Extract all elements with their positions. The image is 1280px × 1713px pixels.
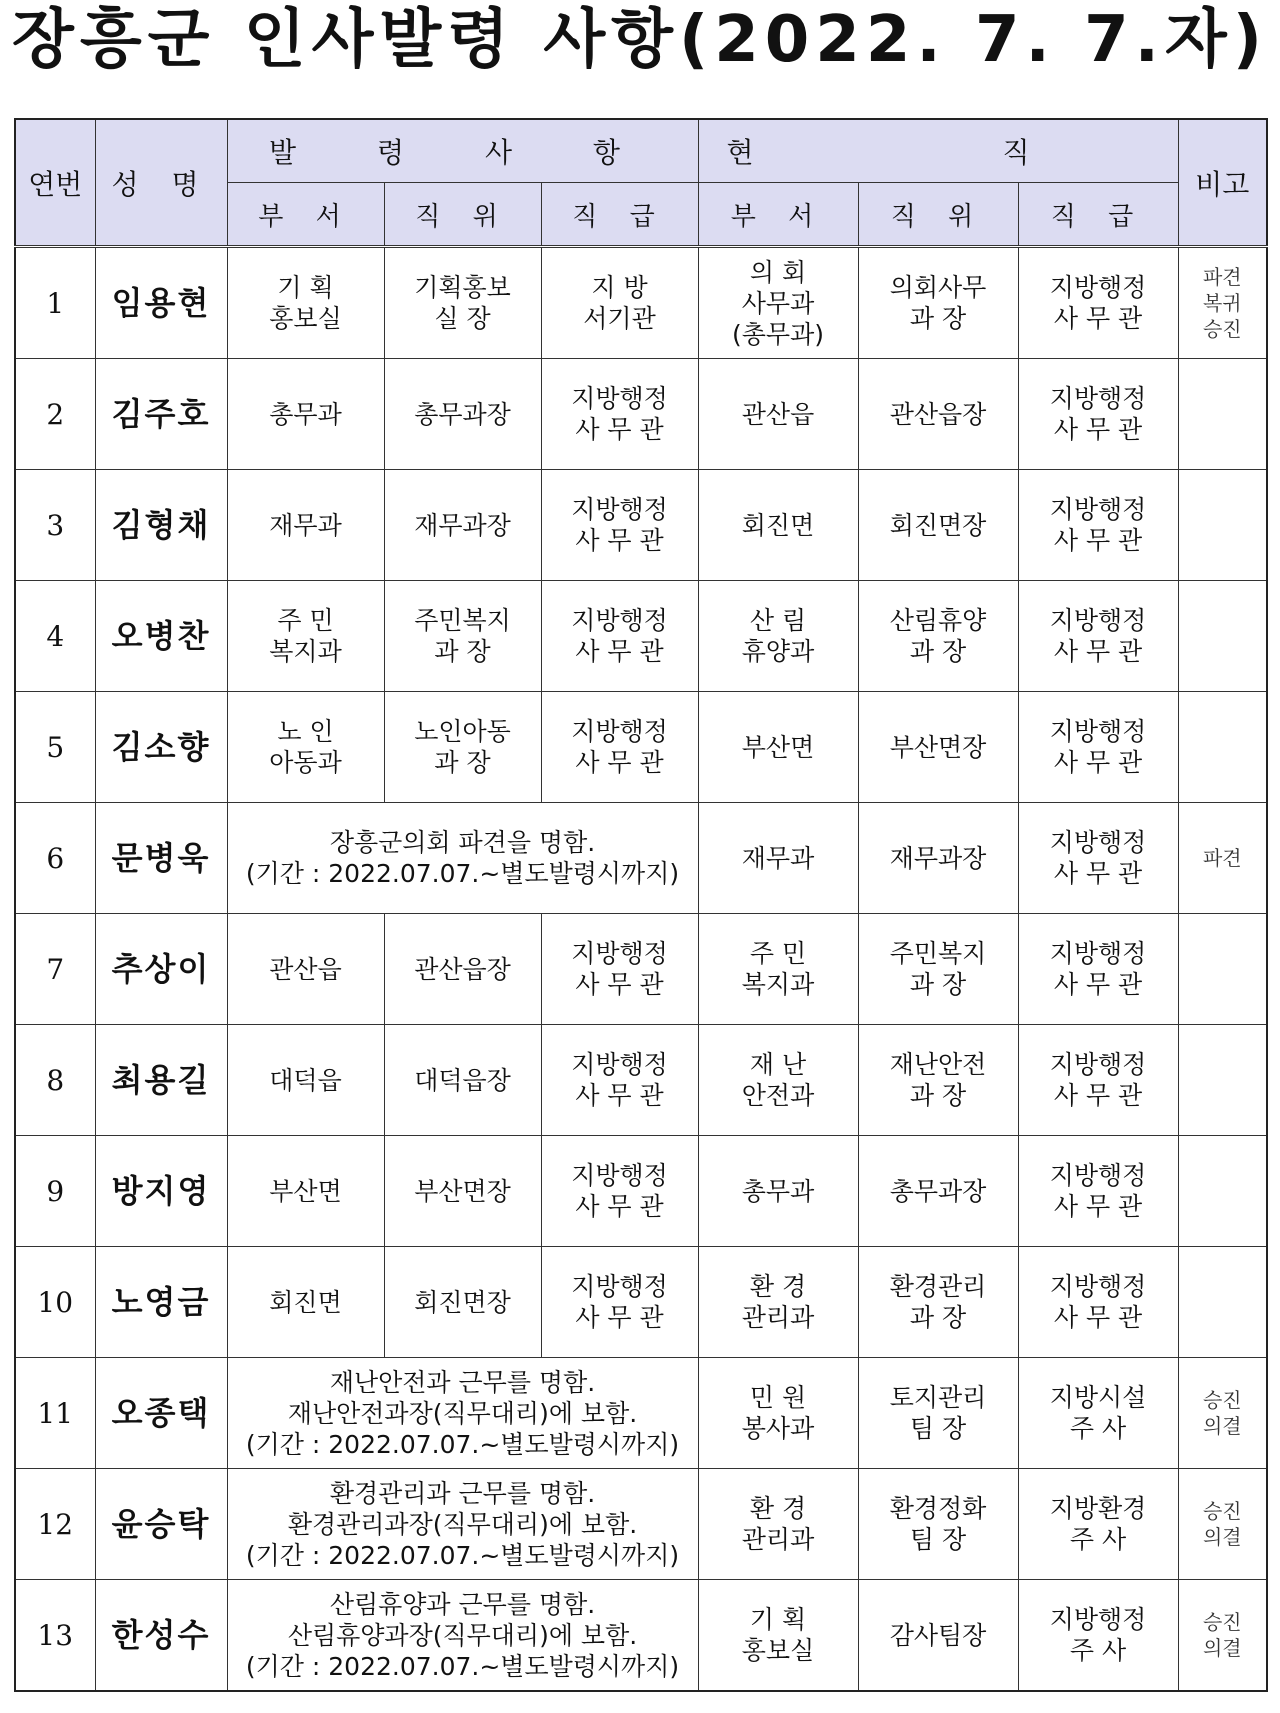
table-row [15, 692, 1267, 803]
current-grade-line: 지방행정 [1049, 1050, 1147, 1079]
current-grade-line: 사 무 관 [1053, 859, 1143, 888]
row-number: 9 [15, 1136, 95, 1247]
appointment-description-line: 환경관리과 근무를 명함. [329, 1478, 596, 1508]
person-name: 오병찬 [95, 581, 227, 692]
row-number: 4 [15, 581, 95, 692]
row-number: 8 [15, 1025, 95, 1136]
current-position-line: 부산면장 [889, 732, 987, 762]
current-grade-line: 사 무 관 [1053, 304, 1143, 333]
new-dept-line: 관산읍 [269, 954, 342, 984]
new-position-line: 기획홍보 [414, 273, 511, 302]
new-grade-line: 지방행정 [571, 1161, 668, 1190]
current-grade-line: 주 사 [1069, 1525, 1127, 1554]
current-position-line: 토지관리 [889, 1383, 987, 1412]
remarks [1178, 914, 1267, 1025]
new-grade-line: 지방행정 [571, 495, 668, 524]
table-row [15, 1469, 1267, 1580]
current-grade-line: 지방시설 [1049, 1383, 1147, 1412]
current-grade-line: 사 무 관 [1053, 415, 1143, 444]
remarks [1178, 247, 1267, 359]
new-dept-line: 재무과 [269, 510, 342, 540]
current-position [858, 470, 1018, 581]
row-number: 11 [15, 1358, 95, 1469]
current-dept-line: 안전과 [741, 1081, 815, 1110]
remarks-line: 파견 [1202, 846, 1242, 870]
table-body [15, 247, 1267, 1692]
appointment-description-line: 장흥군의회 파견을 명함. [329, 828, 596, 857]
new-grade [541, 470, 698, 581]
new-grade-line: 지방행정 [571, 717, 668, 746]
new-dept-line: 부산면 [269, 1176, 342, 1206]
current-dept-line: 의 회 [749, 257, 807, 287]
appointment-description [227, 803, 698, 914]
current-grade-line: 지방행정 [1049, 273, 1147, 302]
row-number: 1 [15, 247, 95, 359]
new-grade [541, 914, 698, 1025]
new-grade-line: 사 무 관 [575, 415, 664, 444]
current-grade-line: 지방행정 [1049, 828, 1147, 857]
current-dept-line: 재무과 [741, 843, 815, 873]
appointment-description-line: 재난안전과 근무를 명함. [329, 1367, 596, 1397]
new-position-line: 실 장 [434, 304, 491, 333]
remarks [1178, 1025, 1267, 1136]
current-position [858, 581, 1018, 692]
appointment-description [227, 1358, 698, 1469]
table-row [15, 914, 1267, 1025]
person-name: 한성수 [95, 1580, 227, 1692]
current-grade-line: 사 무 관 [1053, 970, 1143, 999]
remarks [1178, 1136, 1267, 1247]
remarks [1178, 692, 1267, 803]
current-position [858, 1358, 1018, 1469]
person-name: 윤승탁 [95, 1469, 227, 1580]
current-grade [1018, 247, 1178, 359]
current-grade [1018, 1136, 1178, 1247]
table-row [15, 1136, 1267, 1247]
new-dept [227, 359, 384, 470]
current-position-line: 총무과장 [889, 1176, 987, 1206]
appointment-description-line: 산림휴양과 근무를 명함. [329, 1589, 596, 1619]
remarks [1178, 1247, 1267, 1358]
new-grade-line: 사 무 관 [575, 1081, 664, 1110]
current-dept [698, 581, 858, 692]
current-grade-line: 사 무 관 [1053, 1081, 1143, 1110]
new-position-line: 재무과장 [414, 510, 511, 540]
current-dept [698, 359, 858, 470]
table-row [15, 581, 1267, 692]
new-position-line: 과 장 [434, 748, 491, 777]
row-number: 3 [15, 470, 95, 581]
header-appointment: 발 령 사 항 [227, 119, 698, 183]
current-dept [698, 803, 858, 914]
current-grade-line: 지방행정 [1049, 384, 1147, 413]
header-new-position: 직 위 [384, 183, 541, 247]
new-grade [541, 247, 698, 359]
current-position-line: 환경관리 [889, 1272, 987, 1301]
new-position [384, 470, 541, 581]
current-dept-line: 민 원 [749, 1383, 807, 1412]
new-grade [541, 1025, 698, 1136]
current-dept-line: 산 림 [749, 606, 807, 635]
current-dept [698, 1025, 858, 1136]
current-grade-line: 지방행정 [1049, 717, 1147, 746]
current-grade-line: 지방행정 [1049, 1272, 1147, 1301]
current-grade [1018, 470, 1178, 581]
current-grade [1018, 1247, 1178, 1358]
current-position-line: 과 장 [909, 1303, 967, 1332]
appointment-description-line: (기간 : 2022.07.07.~별도발령시까지) [245, 1429, 680, 1459]
current-grade-line: 주 사 [1069, 1414, 1127, 1443]
new-dept [227, 1025, 384, 1136]
person-name: 임용현 [95, 247, 227, 359]
current-position-line: 산림휴양 [889, 606, 987, 635]
appointment-description-line: (기간 : 2022.07.07.~별도발령시까지) [245, 859, 680, 888]
current-dept [698, 1580, 858, 1692]
current-dept [698, 1136, 858, 1247]
current-dept-line: 환 경 [749, 1494, 807, 1523]
remarks [1178, 1580, 1267, 1692]
current-grade-line: 주 사 [1069, 1636, 1127, 1665]
header-new-dept: 부 서 [227, 183, 384, 247]
current-grade-line: 사 무 관 [1053, 526, 1143, 555]
remarks-line: 승진 [1202, 1499, 1242, 1523]
remarks-line: 승진 [1202, 1388, 1242, 1412]
current-grade-line: 지방행정 [1049, 939, 1147, 968]
new-grade-line: 사 무 관 [575, 970, 664, 999]
new-grade [541, 581, 698, 692]
new-grade [541, 359, 698, 470]
current-dept-line: 관리과 [741, 1525, 815, 1554]
remarks [1178, 359, 1267, 470]
new-position-line: 노인아동 [414, 717, 511, 746]
row-number: 10 [15, 1247, 95, 1358]
header-name: 성 명 [95, 119, 227, 247]
new-grade-line: 사 무 관 [575, 637, 664, 666]
person-name: 김형채 [95, 470, 227, 581]
person-name: 김주호 [95, 359, 227, 470]
current-dept-line: 관산읍 [741, 399, 815, 429]
new-dept-line: 주 민 [277, 606, 334, 635]
header-seq: 연번 [15, 119, 95, 247]
new-position [384, 1247, 541, 1358]
new-dept-line: 기 획 [277, 273, 334, 302]
new-dept-line: 총무과 [269, 399, 342, 429]
new-grade-line: 지방행정 [571, 606, 668, 635]
header-new-grade: 직 급 [541, 183, 698, 247]
current-position-line: 감사팀장 [889, 1620, 987, 1650]
current-position-line: 의회사무 [889, 273, 987, 302]
table-row [15, 1358, 1267, 1469]
person-name: 노영금 [95, 1247, 227, 1358]
new-position-line: 대덕읍장 [414, 1065, 511, 1095]
current-grade [1018, 1025, 1178, 1136]
row-number: 7 [15, 914, 95, 1025]
current-dept [698, 470, 858, 581]
new-dept [227, 470, 384, 581]
current-position-line: 회진면장 [889, 510, 987, 540]
current-position-line: 과 장 [909, 304, 967, 333]
header-current: 현 직 [698, 119, 1178, 183]
current-dept-line: 부산면 [741, 732, 815, 762]
new-grade-line: 지방행정 [571, 939, 668, 968]
new-grade-line: 서기관 [583, 304, 656, 333]
current-dept-line: 사무과 [741, 288, 815, 318]
appointment-description-line: 산림휴양과장(직무대리)에 보함. [287, 1620, 638, 1650]
remarks-line: 의결 [1202, 1525, 1242, 1549]
new-position [384, 581, 541, 692]
current-position [858, 359, 1018, 470]
current-position-line: 과 장 [909, 1081, 967, 1110]
new-position [384, 692, 541, 803]
current-dept [698, 1247, 858, 1358]
appointment-description-line: 환경관리과장(직무대리)에 보함. [287, 1509, 638, 1539]
current-grade [1018, 359, 1178, 470]
new-grade-line: 지방행정 [571, 384, 668, 413]
current-position-line: 과 장 [909, 970, 967, 999]
new-grade-line: 지 방 [591, 273, 648, 302]
current-dept-line: 봉사과 [741, 1414, 815, 1443]
remarks [1178, 581, 1267, 692]
current-grade [1018, 803, 1178, 914]
table-row [15, 247, 1267, 359]
new-dept [227, 914, 384, 1025]
current-dept [698, 914, 858, 1025]
current-dept [698, 247, 858, 359]
new-grade-line: 지방행정 [571, 1050, 668, 1079]
table-row [15, 359, 1267, 470]
new-position [384, 1025, 541, 1136]
current-grade-line: 지방환경 [1049, 1494, 1147, 1523]
page-title: 장흥군 인사발령 사항(2022. 7. 7.자) [12, 3, 1268, 77]
current-grade-line: 지방행정 [1049, 495, 1147, 524]
new-position-line: 총무과장 [414, 399, 511, 429]
person-name: 문병욱 [95, 803, 227, 914]
person-name: 김소향 [95, 692, 227, 803]
new-dept [227, 1136, 384, 1247]
new-position [384, 914, 541, 1025]
remarks-line: 파견 [1202, 265, 1242, 289]
current-dept-line: 환 경 [749, 1272, 807, 1301]
current-grade [1018, 1580, 1178, 1692]
new-grade-line: 사 무 관 [575, 1303, 664, 1332]
remarks-line: 의결 [1202, 1636, 1242, 1660]
current-grade-line: 지방행정 [1049, 1161, 1147, 1190]
current-position-line: 과 장 [909, 637, 967, 666]
current-position [858, 1469, 1018, 1580]
current-position [858, 1025, 1018, 1136]
current-grade-line: 사 무 관 [1053, 748, 1143, 777]
current-dept-line: 복지과 [741, 970, 815, 999]
new-dept [227, 692, 384, 803]
remarks [1178, 803, 1267, 914]
new-position-line: 관산읍장 [414, 954, 511, 984]
table-row [15, 1580, 1267, 1692]
current-grade-line: 사 무 관 [1053, 1192, 1143, 1221]
appointment-description-line: (기간 : 2022.07.07.~별도발령시까지) [245, 1651, 680, 1681]
person-name: 방지영 [95, 1136, 227, 1247]
table-row [15, 1247, 1267, 1358]
remarks [1178, 470, 1267, 581]
current-position-line: 팀 장 [909, 1414, 967, 1443]
new-grade-line: 사 무 관 [575, 748, 664, 777]
appointment-description-line: (기간 : 2022.07.07.~별도발령시까지) [245, 1540, 680, 1570]
current-dept-line: 기 획 [749, 1605, 807, 1634]
current-grade [1018, 692, 1178, 803]
new-dept-line: 복지과 [269, 637, 342, 666]
current-dept-line: 주 민 [749, 939, 807, 968]
current-grade-line: 사 무 관 [1053, 637, 1143, 666]
new-dept-line: 회진면 [269, 1287, 342, 1317]
current-position [858, 1136, 1018, 1247]
table-row [15, 470, 1267, 581]
new-grade [541, 1247, 698, 1358]
current-position [858, 1247, 1018, 1358]
current-position [858, 914, 1018, 1025]
new-position [384, 359, 541, 470]
header-remarks: 비고 [1178, 119, 1267, 247]
current-position-line: 팀 장 [909, 1525, 967, 1554]
new-position [384, 1136, 541, 1247]
current-position-line: 주민복지 [889, 939, 987, 968]
row-number: 13 [15, 1580, 95, 1692]
new-position-line: 부산면장 [414, 1176, 511, 1206]
row-number: 12 [15, 1469, 95, 1580]
current-dept [698, 692, 858, 803]
current-grade [1018, 581, 1178, 692]
new-dept [227, 247, 384, 359]
row-number: 6 [15, 803, 95, 914]
appointment-table [14, 118, 1268, 1692]
header-cur-dept: 부 서 [698, 183, 858, 247]
new-dept-line: 홍보실 [269, 304, 342, 333]
new-dept-line: 대덕읍 [269, 1065, 342, 1095]
remarks-line: 승진 [1202, 1610, 1242, 1634]
new-position-line: 과 장 [434, 637, 491, 666]
remarks-line: 의결 [1202, 1414, 1242, 1438]
new-position [384, 247, 541, 359]
row-number: 2 [15, 359, 95, 470]
new-grade [541, 692, 698, 803]
new-position-line: 회진면장 [414, 1287, 511, 1317]
current-grade [1018, 1469, 1178, 1580]
current-position-line: 재난안전 [889, 1050, 987, 1079]
current-grade-line: 지방행정 [1049, 1605, 1147, 1634]
current-dept-line: 총무과 [741, 1176, 815, 1206]
table-row [15, 803, 1267, 914]
current-dept [698, 1358, 858, 1469]
table-row [15, 1025, 1267, 1136]
person-name: 오종택 [95, 1358, 227, 1469]
new-dept [227, 1247, 384, 1358]
current-dept [698, 1469, 858, 1580]
current-dept-line: 재 난 [749, 1050, 807, 1079]
appointment-description [227, 1469, 698, 1580]
remarks [1178, 1469, 1267, 1580]
current-position [858, 692, 1018, 803]
person-name: 추상이 [95, 914, 227, 1025]
remarks [1178, 1358, 1267, 1469]
current-grade [1018, 1358, 1178, 1469]
current-position-line: 관산읍장 [889, 399, 987, 429]
current-grade-line: 사 무 관 [1053, 1303, 1143, 1332]
current-position [858, 803, 1018, 914]
remarks-line: 승진 [1202, 317, 1242, 341]
current-dept-line: 관리과 [741, 1303, 815, 1332]
current-grade [1018, 914, 1178, 1025]
current-position-line: 환경정화 [889, 1494, 987, 1523]
current-dept-line: (총무과) [732, 319, 824, 349]
appointment-description [227, 1580, 698, 1692]
new-grade-line: 사 무 관 [575, 1192, 664, 1221]
row-number: 5 [15, 692, 95, 803]
current-dept-line: 휴양과 [741, 637, 815, 666]
new-dept-line: 아동과 [269, 748, 342, 777]
remarks-line: 복귀 [1202, 291, 1242, 315]
new-dept [227, 581, 384, 692]
appointment-description-line: 재난안전과장(직무대리)에 보함. [287, 1398, 638, 1428]
current-position [858, 1580, 1018, 1692]
header-cur-position: 직 위 [858, 183, 1018, 247]
current-dept-line: 회진면 [741, 510, 815, 540]
current-dept-line: 홍보실 [741, 1636, 815, 1665]
header-cur-grade: 직 급 [1018, 183, 1178, 247]
current-position-line: 재무과장 [889, 843, 987, 873]
new-grade-line: 지방행정 [571, 1272, 668, 1301]
current-position [858, 247, 1018, 359]
person-name: 최용길 [95, 1025, 227, 1136]
current-grade-line: 지방행정 [1049, 606, 1147, 635]
new-grade-line: 사 무 관 [575, 526, 664, 555]
new-position-line: 주민복지 [414, 606, 511, 635]
new-dept-line: 노 인 [277, 717, 334, 746]
new-grade [541, 1136, 698, 1247]
